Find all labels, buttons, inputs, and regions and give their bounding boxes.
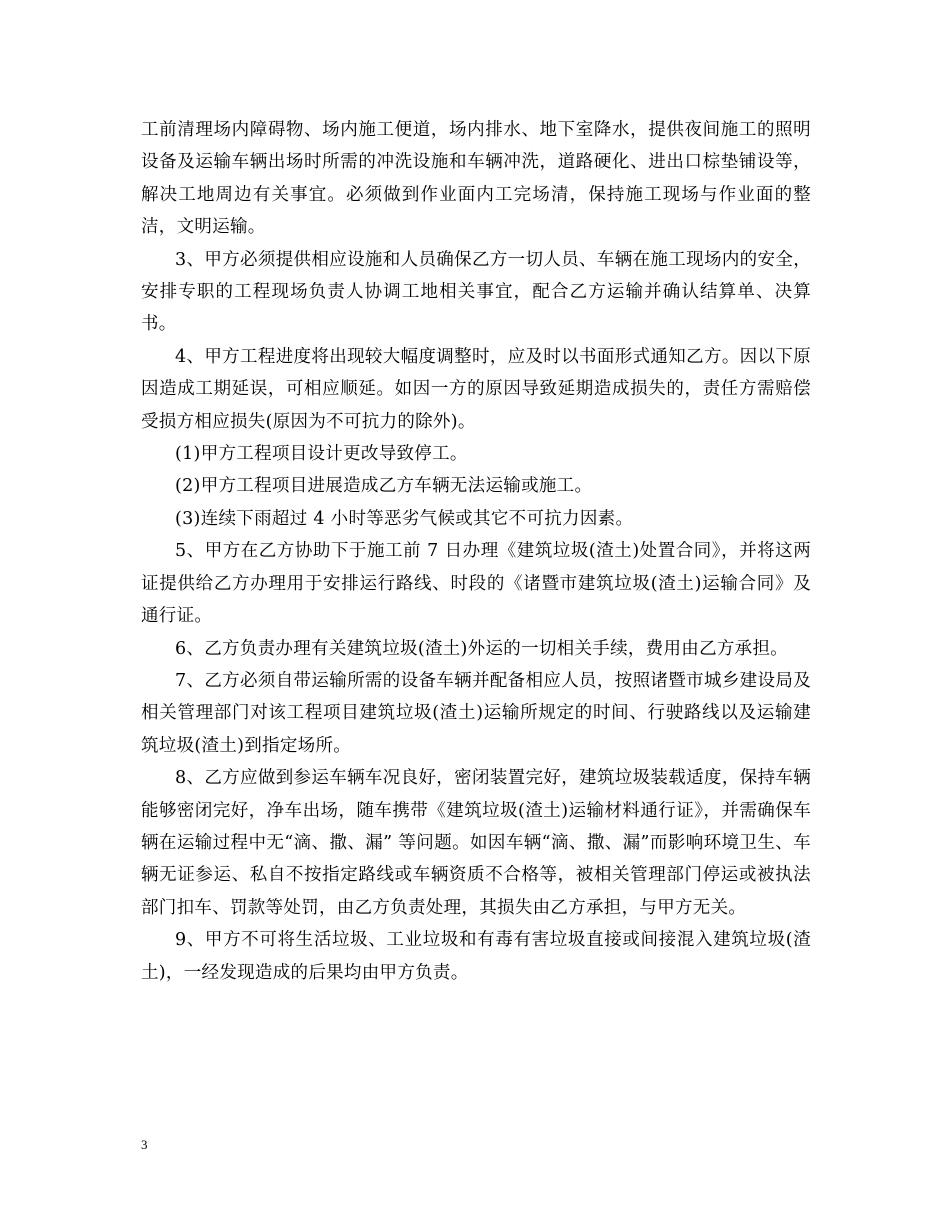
paragraph-clause-6: 6、乙方负责办理有关建筑垃圾(渣土)外运的一切相关手续，费用由乙方承担。	[175, 638, 789, 659]
paragraph-clause-9: 9、甲方不可将生活垃圾、工业垃圾和有毒有害垃圾直接或间接混入建筑垃圾(渣土)，一经发现造成的后果均由甲方负责。	[141, 930, 811, 983]
paragraph-clause-7: 7、乙方必须自带运输所需的设备车辆并配备相应人员，按照诸暨市城乡建设局及相关管理部门对该工程项目建筑垃圾(渣土)运输所规定的时间、行驶路线以及运输建筑垃圾(渣土)到指定场所。	[141, 670, 811, 756]
paragraph-clause-5: 5、甲方在乙方协助下于施工前 7 日办理《建筑垃圾(渣土)处置合同》，并将这两证提供给乙方办理用于安排运行路线、时段的《诸暨市建筑垃圾(渣土)运输合同》及通行证。	[141, 541, 811, 627]
document-body	[141, 114, 811, 989]
paragraph-continuation: 工前清理场内障碍物、场内施工便道，场内排水、地下室降水，提供夜间施工的照明设备及运输车辆出场时所需的冲洗设施和车辆冲洗，道路硬化、进出口棕垫铺设等，解决工地周边有关事宜。必须做到作业面内工完场清，保持施工现场与作业面的整洁，文明运输。	[141, 120, 811, 238]
page-number: 3	[141, 1137, 148, 1152]
paragraph-subclause-1: (1)甲方工程项目设计更改导致停工。	[175, 444, 468, 465]
paragraph-subclause-2: (2)甲方工程项目进展造成乙方车辆无法运输或施工。	[175, 476, 593, 497]
paragraph-clause-4: 4、甲方工程进度将出现较大幅度调整时，应及时以书面形式通知乙方。因以下原因造成工期延误，可相应顺延。如因一方的原因导致延期造成损失的，责任方需赔偿受损方相应损失(原因为不可抗力的除外)。	[141, 346, 811, 432]
paragraph-subclause-3: (3)连续下雨超过 4 小时等恶劣气候或其它不可抗力因素。	[175, 508, 634, 529]
paragraph-clause-8: 8、乙方应做到参运车辆车况良好，密闭装置完好，建筑垃圾装载适度，保持车辆能够密闭完好，净车出场，随车携带《建筑垃圾(渣土)运输材料通行证》，并需确保车辆在运输过程中无“滴、撒、漏” 等问题。如因车辆“滴、撒、漏”而影响环境卫生、车辆无证参运、私自不按指定路线或车辆资质不合格等，被相关管理部门停运或被执法部门扣车、罚款等处罚，由乙方负责处理，其损失由乙方承担，与甲方无关。	[141, 768, 811, 918]
paragraph-clause-3: 3、甲方必须提供相应设施和人员确保乙方一切人员、车辆在施工现场内的安全，安排专职的工程现场负责人协调工地相关事宜，配合乙方运输并确认结算单、决算书。	[141, 249, 811, 335]
